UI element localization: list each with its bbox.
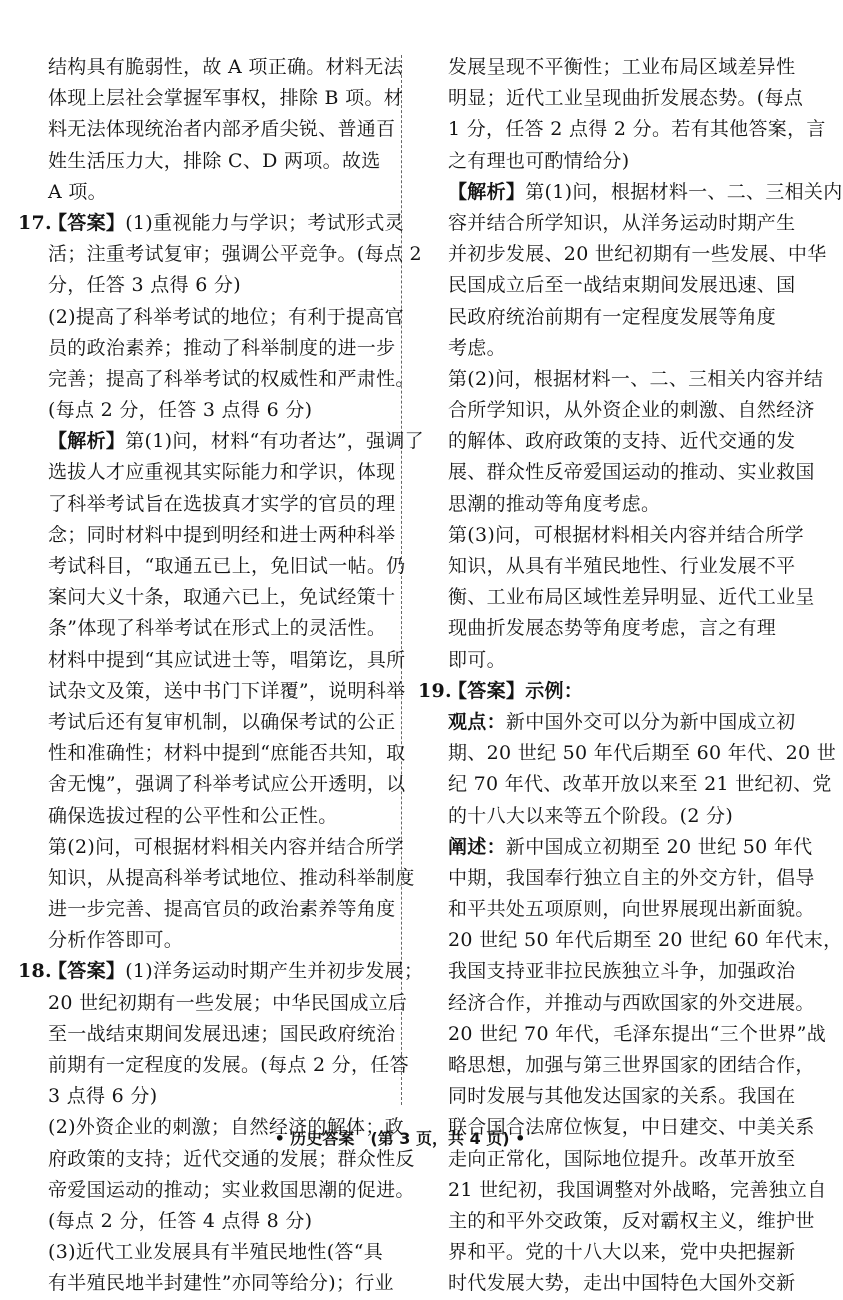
text-line: 时代发展大势，走出中国特色大国外交新 xyxy=(448,1272,796,1295)
text-line: 衡、工业布局区域性差异明显、近代工业呈 xyxy=(448,586,815,609)
text-line: A 项。 xyxy=(48,180,107,203)
question-number: 19. xyxy=(418,679,452,702)
q19-answer-first-line xyxy=(418,676,790,707)
text-line: 了科举考试旨在选拔真才实学的官员的理 xyxy=(48,492,396,515)
page-footer: • 历史答案 (第 3 页，共 4 页) • xyxy=(274,1129,526,1148)
text-line: 民国成立后至一战结束期间发展迅速、国 xyxy=(448,274,796,297)
text-line: 员的政治素养；推动了科举制度的进一步 xyxy=(48,336,396,359)
text-line: (2)外资企业的刺激；自然经济的解体；政 xyxy=(48,1116,404,1139)
text-line: 念；同时材料中提到明经和进士两种科举 xyxy=(48,523,396,546)
text-line: 3 点得 6 分) xyxy=(48,1085,158,1108)
text-line: 选拔人才应重视其实际能力和学识，体现 xyxy=(48,461,396,484)
text-line: 考虑。 xyxy=(448,336,506,359)
q18-analysis-first-line xyxy=(448,177,843,208)
q19-view-first-line xyxy=(448,707,796,738)
text-line: 民政府统治前期有一定程度发展等角度 xyxy=(448,305,777,328)
text-span: (1)洋务运动时期产生并初步发展； xyxy=(125,960,424,983)
q18-answer-first-line xyxy=(18,956,424,987)
text-line: 材料中提到“其应试进士等，唱第讫，具所 xyxy=(48,648,406,671)
answer-tag: 【答案】 xyxy=(48,211,126,234)
text-line: 性和准确性；材料中提到“庶能否共知，取 xyxy=(48,742,406,765)
q18-continued xyxy=(418,52,843,676)
question-17 xyxy=(18,208,424,957)
text-line: 联合国合法席位恢复，中日建交、中美关系 xyxy=(448,1116,815,1139)
text-line: 略思想，加强与第三世界国家的团结合作， xyxy=(448,1054,815,1076)
text-line: 并初步发展、20 世纪初期有一些发展、中华 xyxy=(448,243,827,266)
text-line: 纪 70 年代、改革开放以来至 21 世纪初、党 xyxy=(448,773,832,796)
text-span: 新中国成立初期至 20 世纪 50 年代 xyxy=(505,835,813,858)
text-line: 分，任答 3 点得 6 分) xyxy=(48,274,241,297)
text-line: 有半殖民地半封建性”亦同等给分)；行业 xyxy=(48,1272,394,1295)
elaboration-tag: 阐述： xyxy=(448,835,506,858)
text-line: 府政策的支持；近代交通的发展；群众性反 xyxy=(48,1147,415,1170)
text-line: 合所学知识，从外资企业的刺激、自然经济 xyxy=(448,399,815,422)
text-line: 主的和平外交政策，反对霸权主义，维护世 xyxy=(448,1209,815,1232)
right-column xyxy=(418,52,843,1300)
question-number: 18. xyxy=(18,960,52,983)
q19-elab-first-line xyxy=(448,832,813,863)
text-line: 之有理也可酌情给分) xyxy=(448,149,630,172)
text-line: 即可。 xyxy=(448,648,506,671)
text-line: 我国支持亚非拉民族独立斗争，加强政治 xyxy=(448,960,796,983)
text-line: 20 世纪 50 年代后期至 20 世纪 60 年代末， xyxy=(448,929,843,952)
text-line: 20 世纪初期有一些发展；中华民国成立后 xyxy=(48,991,408,1014)
text-line: 结构具有脆弱性，故 A 项正确。材料无法 xyxy=(48,56,403,78)
text-line: (每点 2 分，任答 3 点得 6 分) xyxy=(48,399,313,422)
text-span: 新中国外交可以分为新中国成立初 xyxy=(505,710,796,733)
text-line: 经济合作，并推动与西欧国家的外交进展。 xyxy=(448,991,815,1014)
text-line: 容并结合所学知识，从洋务运动时期产生 xyxy=(448,211,796,234)
text-line: 帝爱国运动的推动；实业救国思潮的促进。 xyxy=(48,1178,415,1201)
analysis-tag: 【解析】 xyxy=(48,430,126,453)
text-line: 知识，从具有半殖民地性、行业发展不平 xyxy=(448,555,796,577)
text-line: 分析作答即可。 xyxy=(48,929,184,952)
example-label: 示例： xyxy=(525,679,584,702)
text-line: 和平共处五项原则，向世界展现出新面貌。 xyxy=(448,898,815,921)
question-19 xyxy=(418,676,843,1300)
text-span: 第(1)问，材料“有功者达”，强调了 xyxy=(125,430,424,453)
q17-analysis-first-line xyxy=(48,426,424,457)
text-line: 1 分，任答 2 点得 2 分。若有其他答案，言 xyxy=(448,118,826,141)
text-line: (3)近代工业发展具有半殖民地性(答“具 xyxy=(48,1241,384,1264)
text-line: 体现上层社会掌握军事权，排除 B 项。材 xyxy=(48,87,404,110)
text-line: 完善；提高了科举考试的权威性和严肃性。 xyxy=(48,367,415,390)
text-line: 第(3)问，可根据材料相关内容并结合所学 xyxy=(448,523,804,546)
text-line: 姓生活压力大，排除 C、D 两项。故选 xyxy=(48,149,381,172)
text-line: 活；注重考试复审；强调公平竞争。(每点 2 xyxy=(48,243,422,266)
analysis-tag: 【解析】 xyxy=(448,180,526,203)
text-line: 前期有一定程度的发展。(每点 2 分，任答 xyxy=(48,1054,409,1076)
text-line: 确保选拔过程的公平性和公正性。 xyxy=(48,804,338,827)
text-line: 料无法体现统治者内部矛盾尖锐、普通百 xyxy=(48,118,396,141)
text-line: 进一步完善、提高官员的政治素养等角度 xyxy=(48,898,396,921)
text-line: 考试后还有复审机制，以确保考试的公正 xyxy=(48,710,396,733)
text-line: 发展呈现不平衡性；工业布局区域差异性 xyxy=(448,56,796,78)
text-line: 21 世纪初，我国调整对外战略，完善独立自 xyxy=(448,1178,827,1201)
text-line: 现曲折发展态势等角度考虑，言之有理 xyxy=(448,617,777,640)
text-line: 的解体、政府政策的支持、近代交通的发 xyxy=(448,430,796,453)
text-line: 第(2)问，根据材料一、二、三相关内容并结 xyxy=(448,367,824,390)
text-line: 考试科目，“取通五已上，免旧试一帖。仍 xyxy=(48,555,406,577)
text-line: 第(2)问，可根据材料相关内容并结合所学 xyxy=(48,835,404,858)
text-line: (2)提高了科举考试的地位；有利于提高官 xyxy=(48,305,404,328)
view-tag: 观点： xyxy=(448,710,506,733)
text-line: 至一战结束期间发展迅速；国民政府统治 xyxy=(48,1022,396,1045)
answer-tag: 【答案】 xyxy=(48,960,126,983)
text-line: 同时发展与其他发达国家的关系。我国在 xyxy=(448,1085,796,1108)
text-line: 20 世纪 70 年代，毛泽东提出“三个世界”战 xyxy=(448,1022,827,1045)
text-line: 案问大义十条，取通六已上，免试经策十 xyxy=(48,586,396,609)
text-line: 试杂文及策，送中书门下详覆”，说明科举 xyxy=(48,679,406,702)
text-line: 期、20 世纪 50 年代后期至 60 年代、20 世 xyxy=(448,742,837,765)
q16-tail xyxy=(18,52,404,208)
text-line: 舍无愧”，强调了科举考试应公开透明，以 xyxy=(48,773,406,796)
text-line: 思潮的推动等角度考虑。 xyxy=(448,492,661,515)
text-span: (1)重视能力与学识；考试形式灵 xyxy=(125,211,404,234)
q17-answer-first-line xyxy=(18,208,404,239)
text-line: 走向正常化，国际地位提升。改革开放至 xyxy=(448,1147,796,1170)
text-line: (每点 2 分，任答 4 点得 8 分) xyxy=(48,1209,313,1232)
text-line: 界和平。党的十八大以来，党中央把握新 xyxy=(448,1241,796,1264)
text-line: 的十八大以来等五个阶段。(2 分) xyxy=(448,804,734,827)
text-line: 展、群众性反帝爱国运动的推动、实业救国 xyxy=(448,461,815,484)
text-line: 中期，我国奉行独立自主的外交方针，倡导 xyxy=(448,866,815,889)
text-span: 第(1)问，根据材料一、二、三相关内 xyxy=(525,180,843,203)
text-line: 条”体现了科举考试在形式上的灵活性。 xyxy=(48,617,387,640)
text-line: 知识，从提高科举考试地位、推动科举制度 xyxy=(48,866,415,889)
text-line: 明显；近代工业呈现曲折发展态势。(每点 xyxy=(448,87,804,110)
answer-tag: 【答案】 xyxy=(448,679,526,702)
question-number: 17. xyxy=(18,211,52,234)
